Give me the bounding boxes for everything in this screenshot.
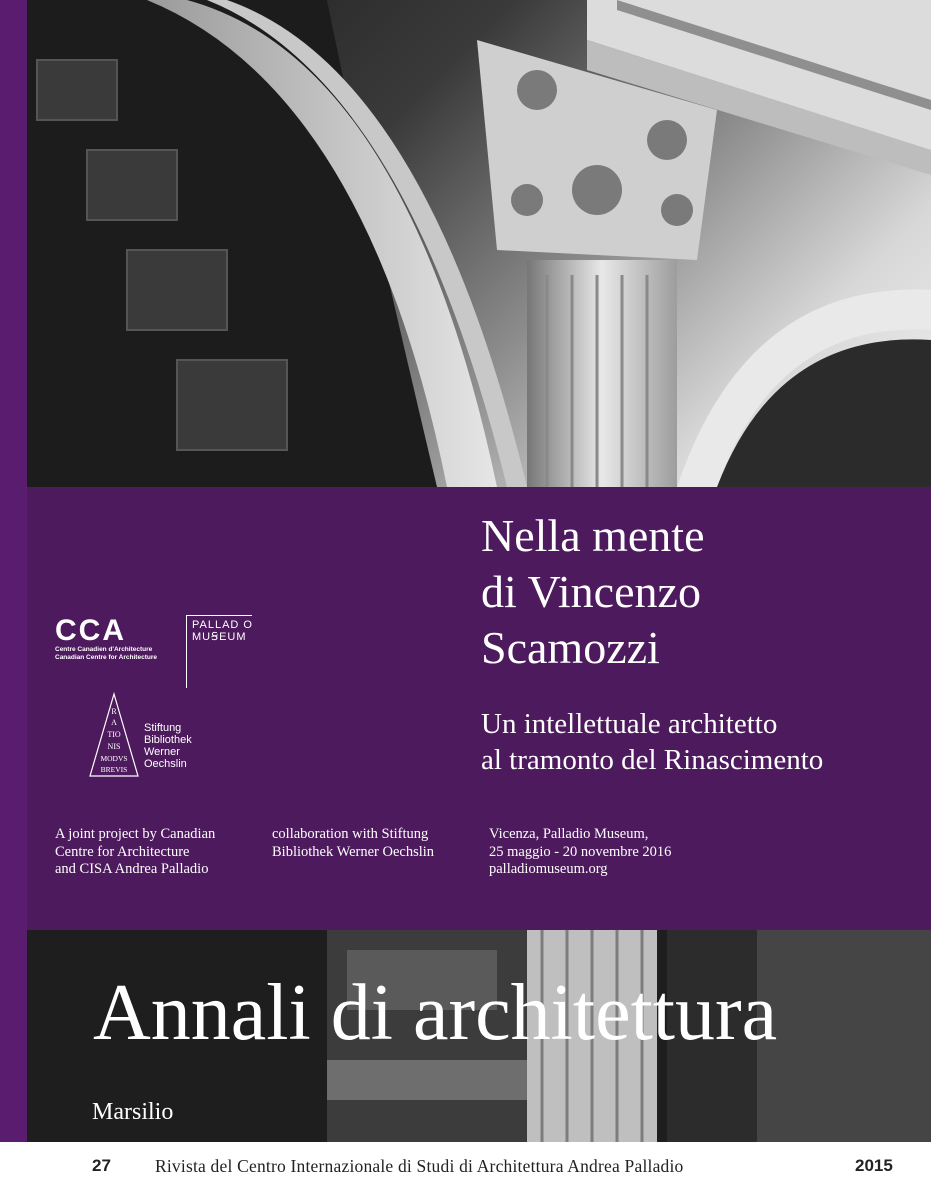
triangle-text-line: A bbox=[111, 718, 117, 727]
venue-info bbox=[489, 826, 671, 879]
exhibition-title-line: Scamozzi bbox=[481, 622, 660, 673]
triangle-text-line: MODVS bbox=[100, 754, 128, 763]
stiftung-logo-line: Bibliothek bbox=[144, 734, 192, 746]
collaboration-credit bbox=[272, 826, 434, 861]
cca-logo-line-fr: Centre Canadien d'Architecture bbox=[55, 646, 153, 653]
exhibition-subtitle-line: al tramonto del Rinascimento bbox=[481, 744, 824, 776]
ratio-triangle-icon bbox=[88, 692, 140, 778]
venue-info-line: 25 maggio - 20 novembre 2016 bbox=[489, 843, 672, 860]
triangle-text-line: R bbox=[111, 707, 117, 716]
palladio-logo-rule bbox=[186, 615, 252, 616]
palladio-museum-logo bbox=[192, 615, 253, 643]
exhibition-subtitle bbox=[481, 706, 823, 778]
cover-spine-bar bbox=[0, 0, 27, 1142]
logo-divider bbox=[186, 615, 187, 688]
arch-capital-illustration bbox=[27, 0, 931, 487]
exhibition-title-line: Nella mente bbox=[481, 510, 705, 561]
stiftung-logo-line: Stiftung bbox=[144, 722, 182, 734]
triangle-text-line: TIO bbox=[107, 730, 121, 739]
project-credit-line: A joint project by Canadian bbox=[55, 826, 216, 842]
venue-website: palladiomuseum.org bbox=[489, 861, 608, 877]
cca-logo-mark: CCA bbox=[55, 614, 126, 647]
venue-info-line: Vicenza, Palladio Museum, bbox=[489, 826, 649, 842]
project-credit-line: Centre for Architecture bbox=[55, 843, 190, 860]
cca-logo-line-en: Canadian Centre for Architecture bbox=[55, 654, 157, 661]
stiftung-logo-text bbox=[144, 722, 192, 770]
journal-description: Rivista del Centro Internazionale di Studi di Architettura Andrea Palladio bbox=[155, 1156, 684, 1176]
architecture-photo-top bbox=[27, 0, 931, 487]
cca-logo bbox=[55, 616, 157, 662]
journal-title: Annali di architettura bbox=[93, 969, 778, 1057]
exhibition-title bbox=[481, 508, 705, 676]
exhibition-subtitle-line: Un intellettuale architetto bbox=[481, 708, 778, 740]
palladio-logo-line: PALLAD O bbox=[192, 619, 253, 631]
stiftung-logo-line: Werner bbox=[144, 746, 180, 758]
triangle-text-line: NIS bbox=[107, 742, 121, 751]
issue-year: 2015 bbox=[855, 1156, 893, 1175]
collaboration-credit-line: collaboration with Stiftung bbox=[272, 826, 429, 842]
stiftung-logo-line: Oechslin bbox=[144, 758, 187, 770]
palladio-logo-line: MUꞨEUM bbox=[192, 631, 247, 643]
exhibition-title-line: di Vincenzo bbox=[481, 566, 701, 617]
publisher-name: Marsilio bbox=[92, 1099, 174, 1125]
triangle-text-line: BREVIS bbox=[100, 765, 128, 774]
project-credit bbox=[55, 826, 215, 879]
issue-number: 27 bbox=[92, 1156, 111, 1175]
project-credit-line: and CISA Andrea Palladio bbox=[55, 861, 209, 877]
collaboration-credit-line: Bibliothek Werner Oechslin bbox=[272, 843, 435, 860]
